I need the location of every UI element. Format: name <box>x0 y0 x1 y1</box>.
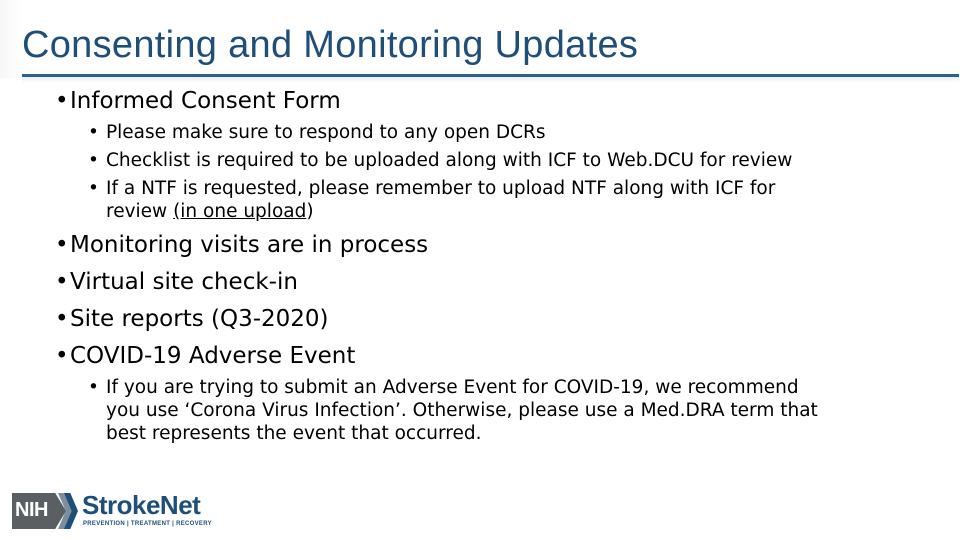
bullet-virtual-checkin: •Virtual site check-in <box>55 269 298 295</box>
sub-bullet-ntf: • If a NTF is requested, please remember to upload NTF along with ICF for review (in one upload) <box>88 178 776 222</box>
bullet-covid-ae: •COVID-19 Adverse Event <box>55 343 356 369</box>
bullet-informed-consent: •Informed Consent Form <box>55 88 341 114</box>
slide-title: Consenting and Monitoring Updates <box>22 24 639 66</box>
bullet-dot-icon: • <box>88 178 99 199</box>
bullet-dot-icon: • <box>88 122 99 143</box>
bullet-dot-icon: • <box>55 343 69 369</box>
nih-logo-text: NIH <box>15 499 48 521</box>
bullet-dot-icon: • <box>55 269 69 295</box>
bullet-monitoring-visits: •Monitoring visits are in process <box>55 232 429 258</box>
bullet-dot-icon: • <box>55 88 69 114</box>
bullet-dot-icon: • <box>88 377 99 398</box>
sub-bullet-ntf-continuation: review (in one upload) <box>106 201 314 222</box>
bullet-dot-icon: • <box>55 306 69 332</box>
strokenet-wordmark: StrokeNet <box>82 490 201 520</box>
in-one-upload-emphasis: (in one upload <box>173 201 307 222</box>
bullet-site-reports: •Site reports (Q3-2020) <box>55 306 329 332</box>
strokenet-logo <box>12 490 212 529</box>
strokenet-tagline: PREVENTION | TREATMENT | RECOVERY <box>83 521 212 527</box>
sub-bullet-dcrs: • Please make sure to respond to any open DCRs <box>88 122 546 143</box>
bullet-dot-icon: • <box>88 150 99 171</box>
sub-bullet-covid-guidance: • If you are trying to submit an Adverse Event for COVID-19, we recommend you use ‘Corona Virus Infection’. Otherwise, please use a Med.DRA term that best represents the event that occurred. <box>88 377 818 444</box>
sub-bullet-checklist: • Checklist is required to be uploaded along with ICF to Web.DCU for review <box>88 150 793 171</box>
bullet-dot-icon: • <box>55 232 69 258</box>
